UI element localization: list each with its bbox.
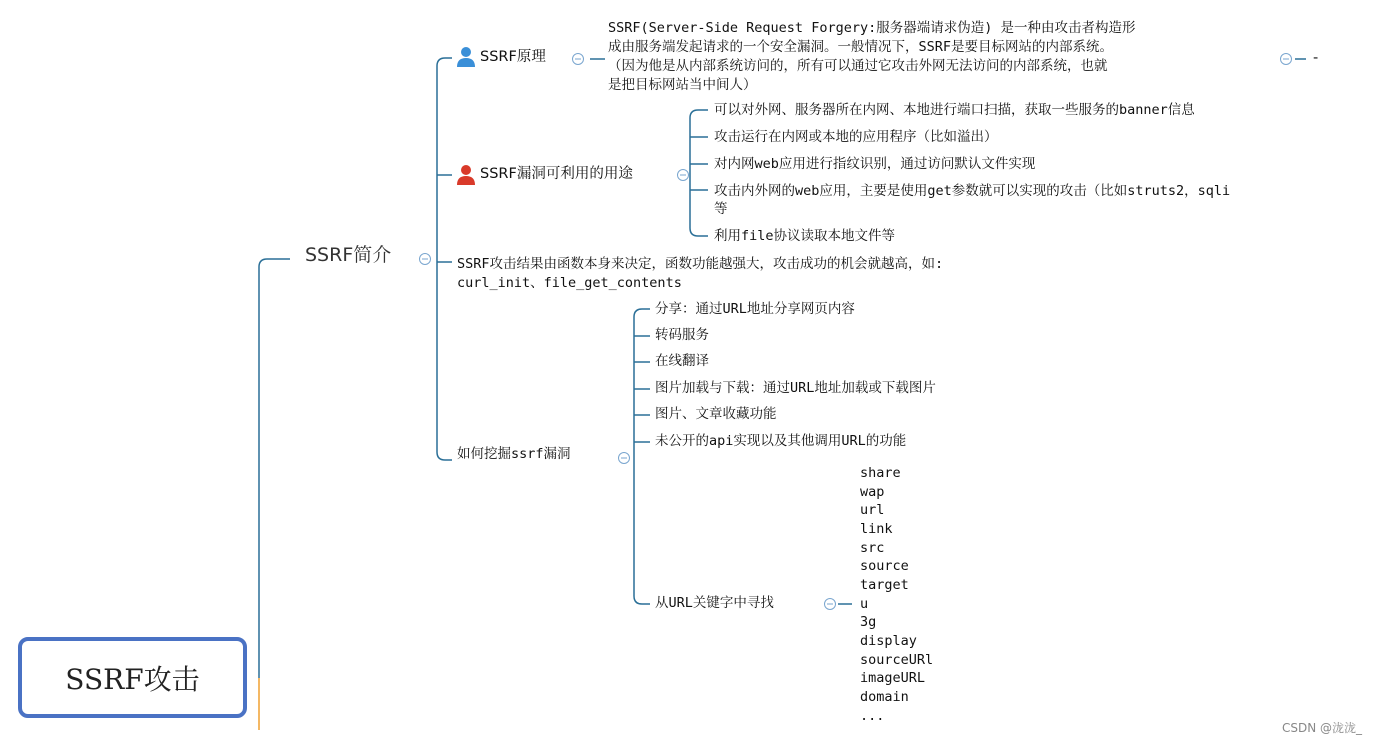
collapse-icon[interactable] xyxy=(617,451,631,465)
keyword-word: ... xyxy=(860,708,885,724)
keyword-word: sourceURl xyxy=(860,652,934,668)
uses-item-continued: 等 xyxy=(714,201,728,217)
uses-item[interactable]: 攻击内外网的web应用，主要是使用get参数就可以实现的攻击（比如struts2，sqli xyxy=(714,183,1231,199)
find-item[interactable]: 分享：通过URL地址分享网页内容 xyxy=(655,301,855,317)
keyword-word: imageURL xyxy=(860,670,926,686)
result-line-1[interactable]: SSRF攻击结果由函数本身来决定，函数功能越强大，攻击成功的机会就越高，如: xyxy=(457,256,944,272)
find-item[interactable]: 未公开的api实现以及其他调用URL的功能 xyxy=(655,433,907,449)
keyword-word: share xyxy=(860,465,901,481)
user-icon xyxy=(456,46,476,68)
keyword-word: 3g xyxy=(860,614,877,630)
watermark: CSDN @泷泷_ xyxy=(1281,721,1362,735)
find-item[interactable]: 图片、文章收藏功能 xyxy=(655,406,777,422)
principle-line-2: 成由服务端发起请求的一个安全漏洞。一般情况下，SSRF是要目标网站的内部系统。 xyxy=(608,39,1114,55)
keyword-word: domain xyxy=(860,689,909,705)
principle-node[interactable]: SSRF原理 xyxy=(480,49,546,65)
uses-item[interactable]: 攻击运行在内网或本地的应用程序（比如溢出） xyxy=(714,129,998,145)
principle-line-4: 是把目标网站当中间人） xyxy=(608,77,757,93)
keyword-word: u xyxy=(860,596,869,612)
uses-node[interactable]: SSRF漏洞可利用的用途 xyxy=(480,166,633,182)
keyword-word: src xyxy=(860,540,885,556)
uses-item[interactable]: 利用file协议读取本地文件等 xyxy=(714,228,896,244)
collapse-icon[interactable] xyxy=(1279,52,1293,66)
find-node[interactable]: 如何挖掘ssrf漏洞 xyxy=(457,446,571,462)
uses-item[interactable]: 对内网web应用进行指纹识别，通过访问默认文件实现 xyxy=(714,156,1036,172)
collapse-icon[interactable] xyxy=(571,52,585,66)
collapse-icon[interactable] xyxy=(823,597,837,611)
keyword-word: display xyxy=(860,633,917,649)
find-item[interactable]: 转码服务 xyxy=(655,327,709,343)
principle-trailing-dash: - xyxy=(1313,50,1319,66)
root-node[interactable] xyxy=(18,637,247,718)
find-item[interactable]: 图片加载与下载：通过URL地址加载或下载图片 xyxy=(655,380,936,396)
collapse-icon[interactable] xyxy=(676,168,690,182)
result-line-2: curl_init、file_get_contents xyxy=(457,275,682,291)
root-label: SSRF攻击 xyxy=(65,662,200,696)
keyword-node[interactable]: 从URL关键字中寻找 xyxy=(655,595,774,611)
keyword-word: source xyxy=(860,558,909,574)
find-item[interactable]: 在线翻译 xyxy=(655,353,709,369)
collapse-icon[interactable] xyxy=(418,252,432,266)
keyword-word: link xyxy=(860,521,893,537)
uses-item[interactable]: 可以对外网、服务器所在内网、本地进行端口扫描，获取一些服务的banner信息 xyxy=(714,102,1195,118)
principle-line-1: SSRF(Server-Side Request Forgery:服务器端请求伪造) 是一种由攻击者构造形 xyxy=(608,20,1136,36)
keyword-word: wap xyxy=(860,484,885,500)
keyword-word: target xyxy=(860,577,909,593)
user-icon xyxy=(456,164,476,186)
principle-line-3: （因为他是从内部系统访问的，所有可以通过它攻击外网无法访问的内部系统，也就 xyxy=(608,58,1108,74)
intro-node[interactable]: SSRF简介 xyxy=(305,244,392,266)
keyword-word: url xyxy=(860,502,885,518)
